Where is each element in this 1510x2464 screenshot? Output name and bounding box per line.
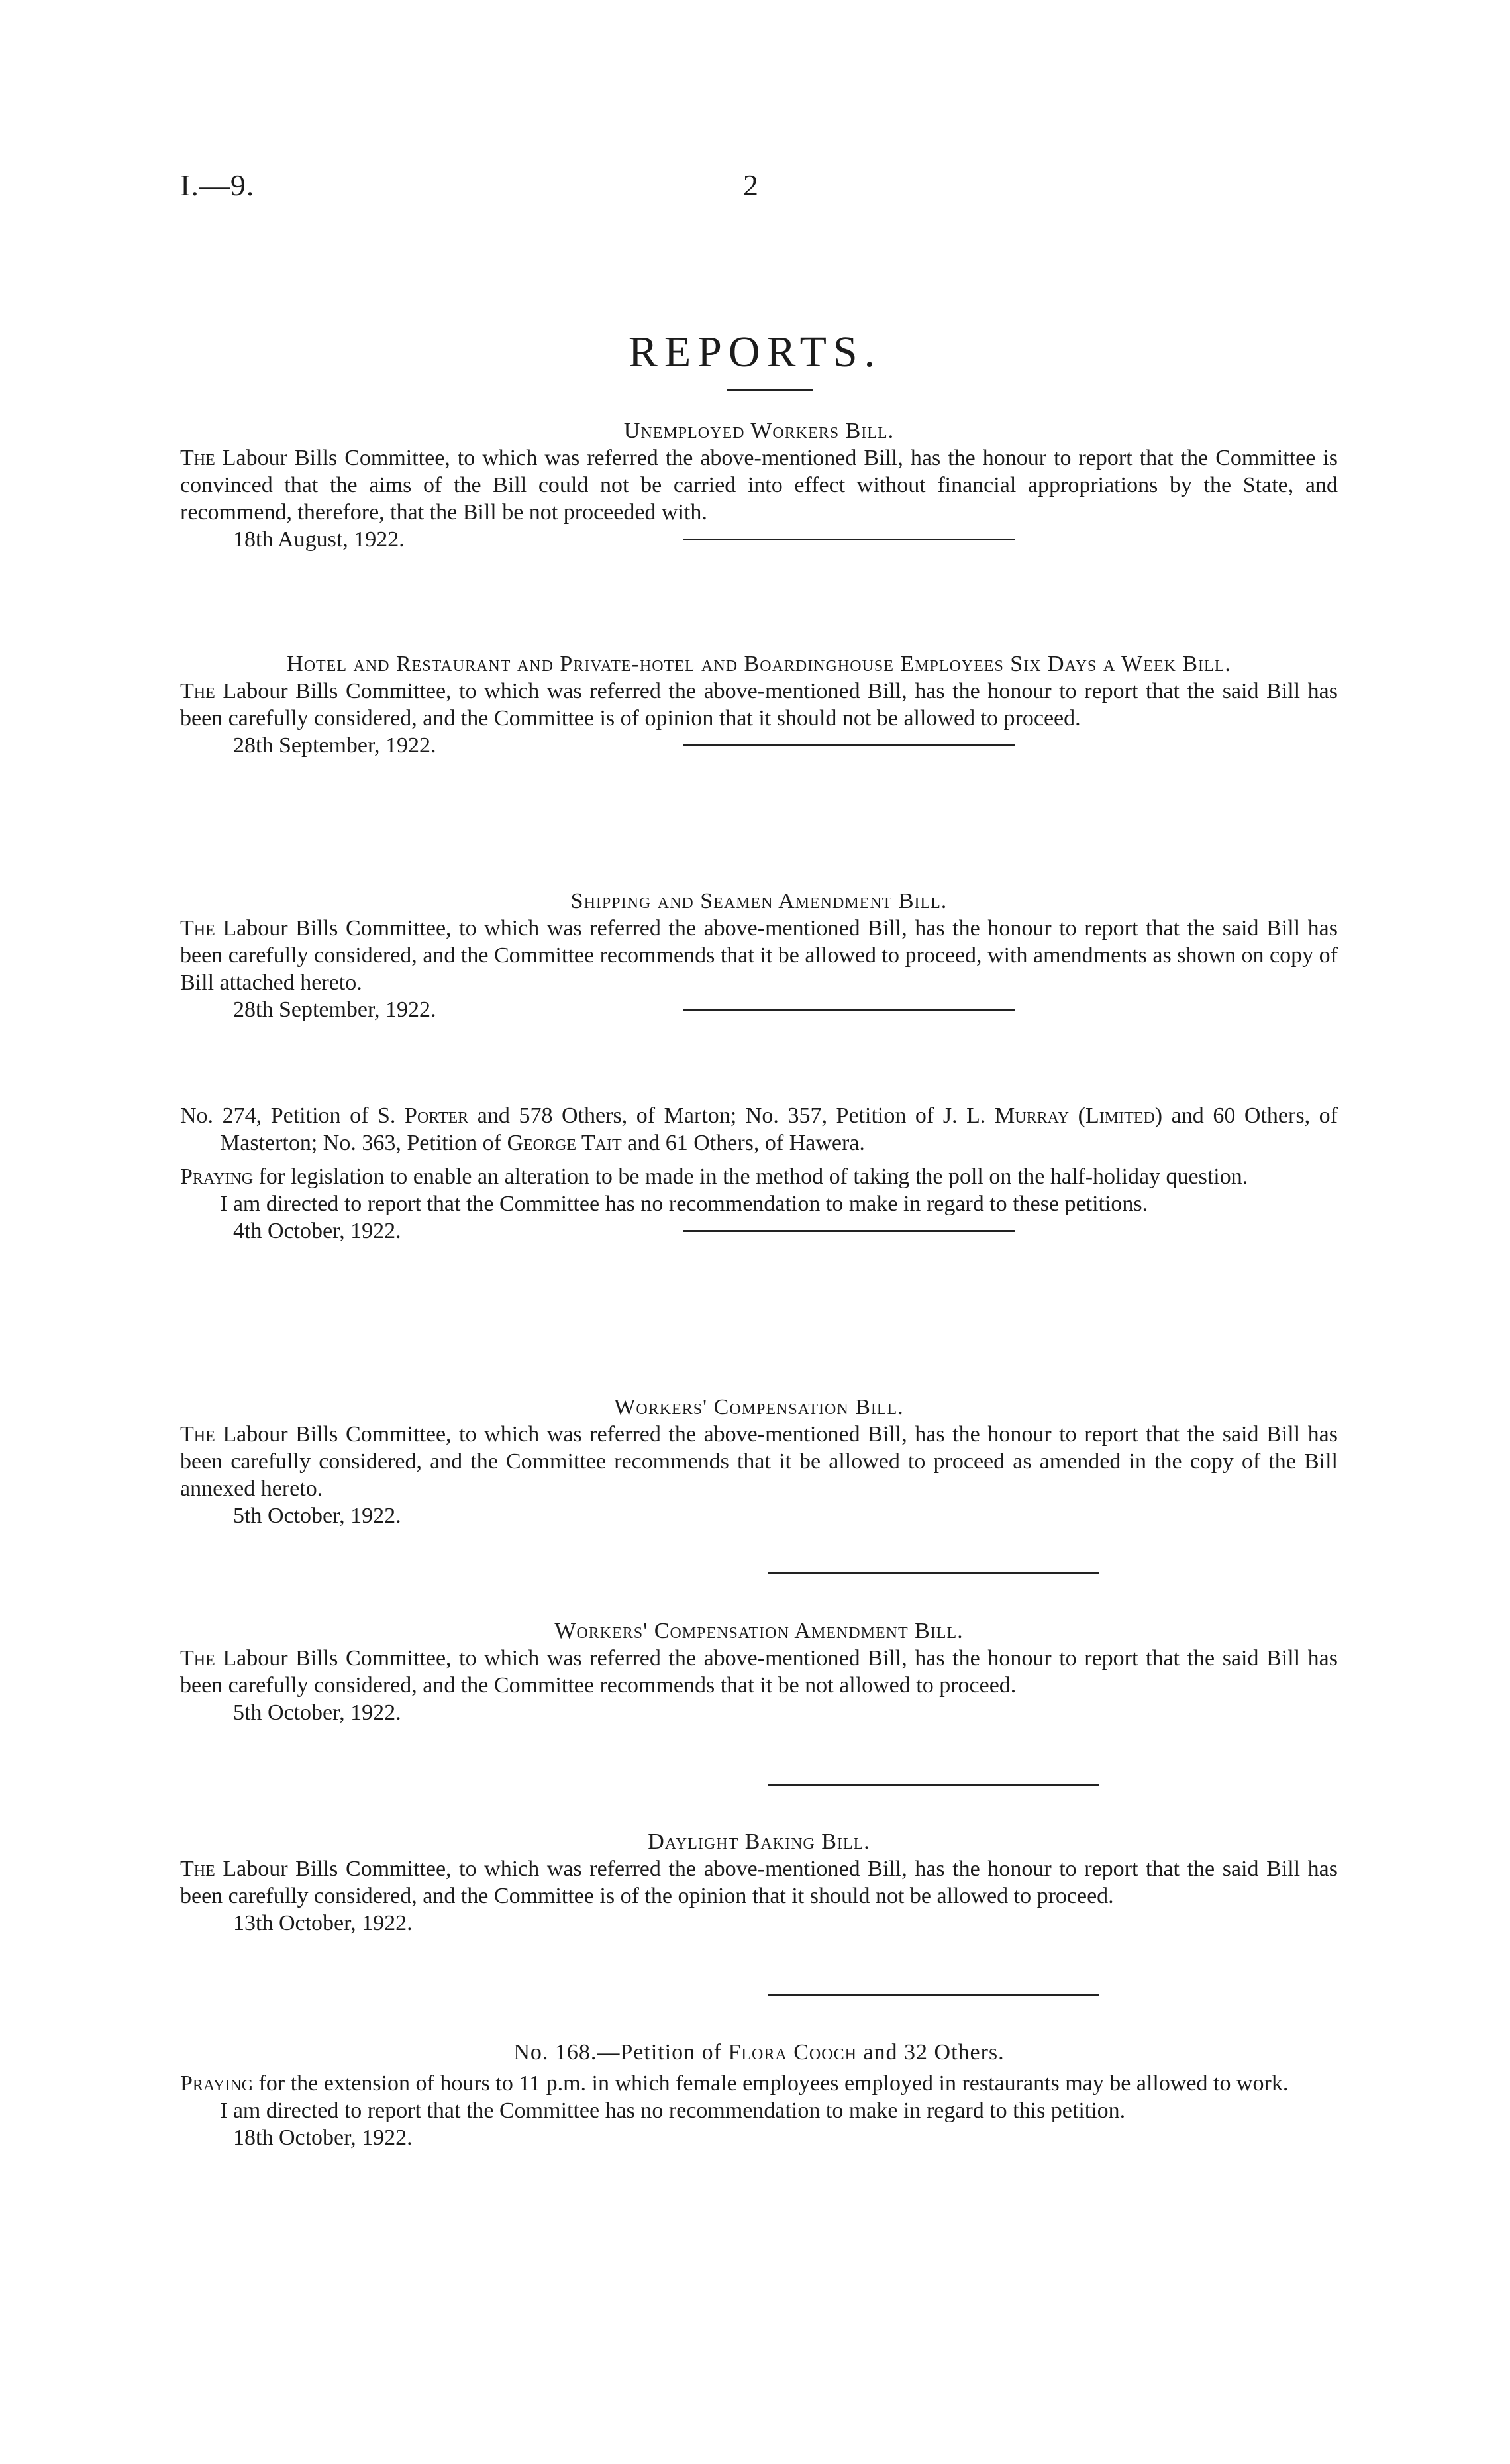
section-heading [180,2039,1338,2066]
report-date: 5th October, 1922. [233,1700,401,1725]
report-date: 28th September, 1922. [233,998,436,1022]
date-line [180,1217,1338,1245]
petitioner-name: George Tait [507,1131,622,1155]
body-text: Labour Bills Committee, to which was referred the above-mentioned Bill, has the honour to report that the Committee is convinced that the aims of the Bill could not be carried into effect without financial appropriations by the State, and recommend, therefore, that the Bill be not proceeded with. [180,446,1338,525]
report-date: 18th October, 1922. [233,2126,413,2150]
report-date: 13th October, 1922. [233,1911,413,1935]
section-separator [683,744,1015,746]
report-shipping-seamen-bill [180,888,1338,1023]
section-heading: Daylight Baking Bill. [648,1829,870,1854]
report-date: 4th October, 1922. [233,1219,401,1243]
report-unemployed-workers-bill [180,417,1338,553]
section-body [180,1855,1338,1910]
document-reference: I.—9. [180,168,255,202]
section-separator [683,539,1015,540]
section-body [180,678,1338,732]
section-body [180,915,1338,996]
body-text: Labour Bills Committee, to which was referred the above-mentioned Bill, has the honour to report that the said Bill has been carefully considered, and the Committee recommends that it be allowed to proceed as amended in the copy of the Bill annexed hereto. [180,1422,1338,1501]
date-line [180,996,1338,1023]
section-separator [683,1009,1015,1011]
report-petitions-poll [180,1102,1338,1245]
section-body [180,444,1338,526]
report-petition-flora-cooch [180,2039,1338,2151]
date-line [180,526,1338,553]
section-heading: Workers' Compensation Bill. [614,1395,904,1419]
section-separator [768,1784,1099,1786]
page-number: 2 [743,168,759,202]
heading-text: and 32 Others. [856,2040,1005,2065]
section-separator [768,1572,1099,1574]
heading-text: No. 168.—Petition of [513,2040,729,2065]
report-date: 5th October, 1922. [233,1504,401,1528]
body-lead: The [180,1422,215,1447]
body-lead: The [180,916,215,941]
petition-text: ( [1069,1104,1085,1128]
section-body [180,1421,1338,1502]
report-workers-compensation-bill [180,1394,1338,1529]
section-body [180,1645,1338,1699]
praying-lead: Praying [180,2071,254,2096]
section-separator [768,1994,1099,1996]
report-daylight-baking-bill [180,1828,1338,1937]
title-rule [727,389,813,391]
body-lead: The [180,446,215,470]
praying-lead: Praying [180,1164,254,1189]
body-text: Labour Bills Committee, to which was referred the above-mentioned Bill, has the honour to report that the said Bill has been carefully considered, and the Committee is of the opinion that it should not be allowed to proceed. [180,1857,1338,1908]
praying-paragraph [180,1163,1338,1190]
report-date: 18th August, 1922. [233,527,405,552]
petitioner-name: Limited [1085,1104,1155,1128]
report-date: 28th September, 1922. [233,733,436,758]
petition-text: ) and 60 Others, of Masterton; No. 363, Petition of [220,1104,1338,1155]
report-paragraph: I am directed to report that the Committee has no recommendation to make in regard to these petitions. [220,1192,1148,1216]
petition-text: and 61 Others, of Hawera. [621,1131,865,1155]
page-title: REPORTS. [628,328,882,376]
report-hotel-restaurant-bill [180,650,1338,759]
body-lead: The [180,679,215,703]
petition-text: and 578 Others, of Marton; No. 357, Petition of J. L. [468,1104,995,1128]
praying-text: for the extension of hours to 11 p.m. in which female employees employed in restaurants may be allowed to work. [253,2071,1289,2096]
body-lead: The [180,1646,215,1670]
petition-text: No. 274, Petition of S. [180,1104,405,1128]
petitioner-name: Flora Cooch [728,2040,857,2065]
section-heading: Unemployed Workers Bill. [623,419,895,443]
petition-list [180,1102,1338,1156]
date-line [180,732,1338,759]
petitioner-name: Porter [405,1104,469,1128]
report-workers-compensation-amendment-bill [180,1617,1338,1726]
body-text: Labour Bills Committee, to which was referred the above-mentioned Bill, has the honour to report that the said Bill has been carefully considered, and the Committee is of opinion that it should not be allowed to proceed. [180,679,1338,731]
body-text: Labour Bills Committee, to which was referred the above-mentioned Bill, has the honour to report that the said Bill has been carefully considered, and the Committee recommends that it be not allowed to proceed. [180,1646,1338,1698]
body-lead: The [180,1857,215,1881]
praying-paragraph [180,2070,1338,2097]
petitioner-name: Murray [995,1104,1070,1128]
praying-text: for legislation to enable an alteration to be made in the method of taking the poll on the half-holiday question. [253,1164,1248,1189]
section-heading: Workers' Compensation Amendment Bill. [554,1619,964,1643]
report-paragraph: I am directed to report that the Committee has no recommendation to make in regard to this petition. [220,2098,1126,2123]
section-heading: Shipping and Seamen Amendment Bill. [570,889,948,913]
body-text: Labour Bills Committee, to which was referred the above-mentioned Bill, has the honour to report that the said Bill has been carefully considered, and the Committee recommends that it be allowed to proceed, with amendments as shown on copy of Bill attached hereto. [180,916,1338,995]
section-heading: Hotel and Restaurant and Private-hotel and Boardinghouse Employees Six Days a Week Bill. [287,652,1231,676]
section-separator [683,1230,1015,1232]
